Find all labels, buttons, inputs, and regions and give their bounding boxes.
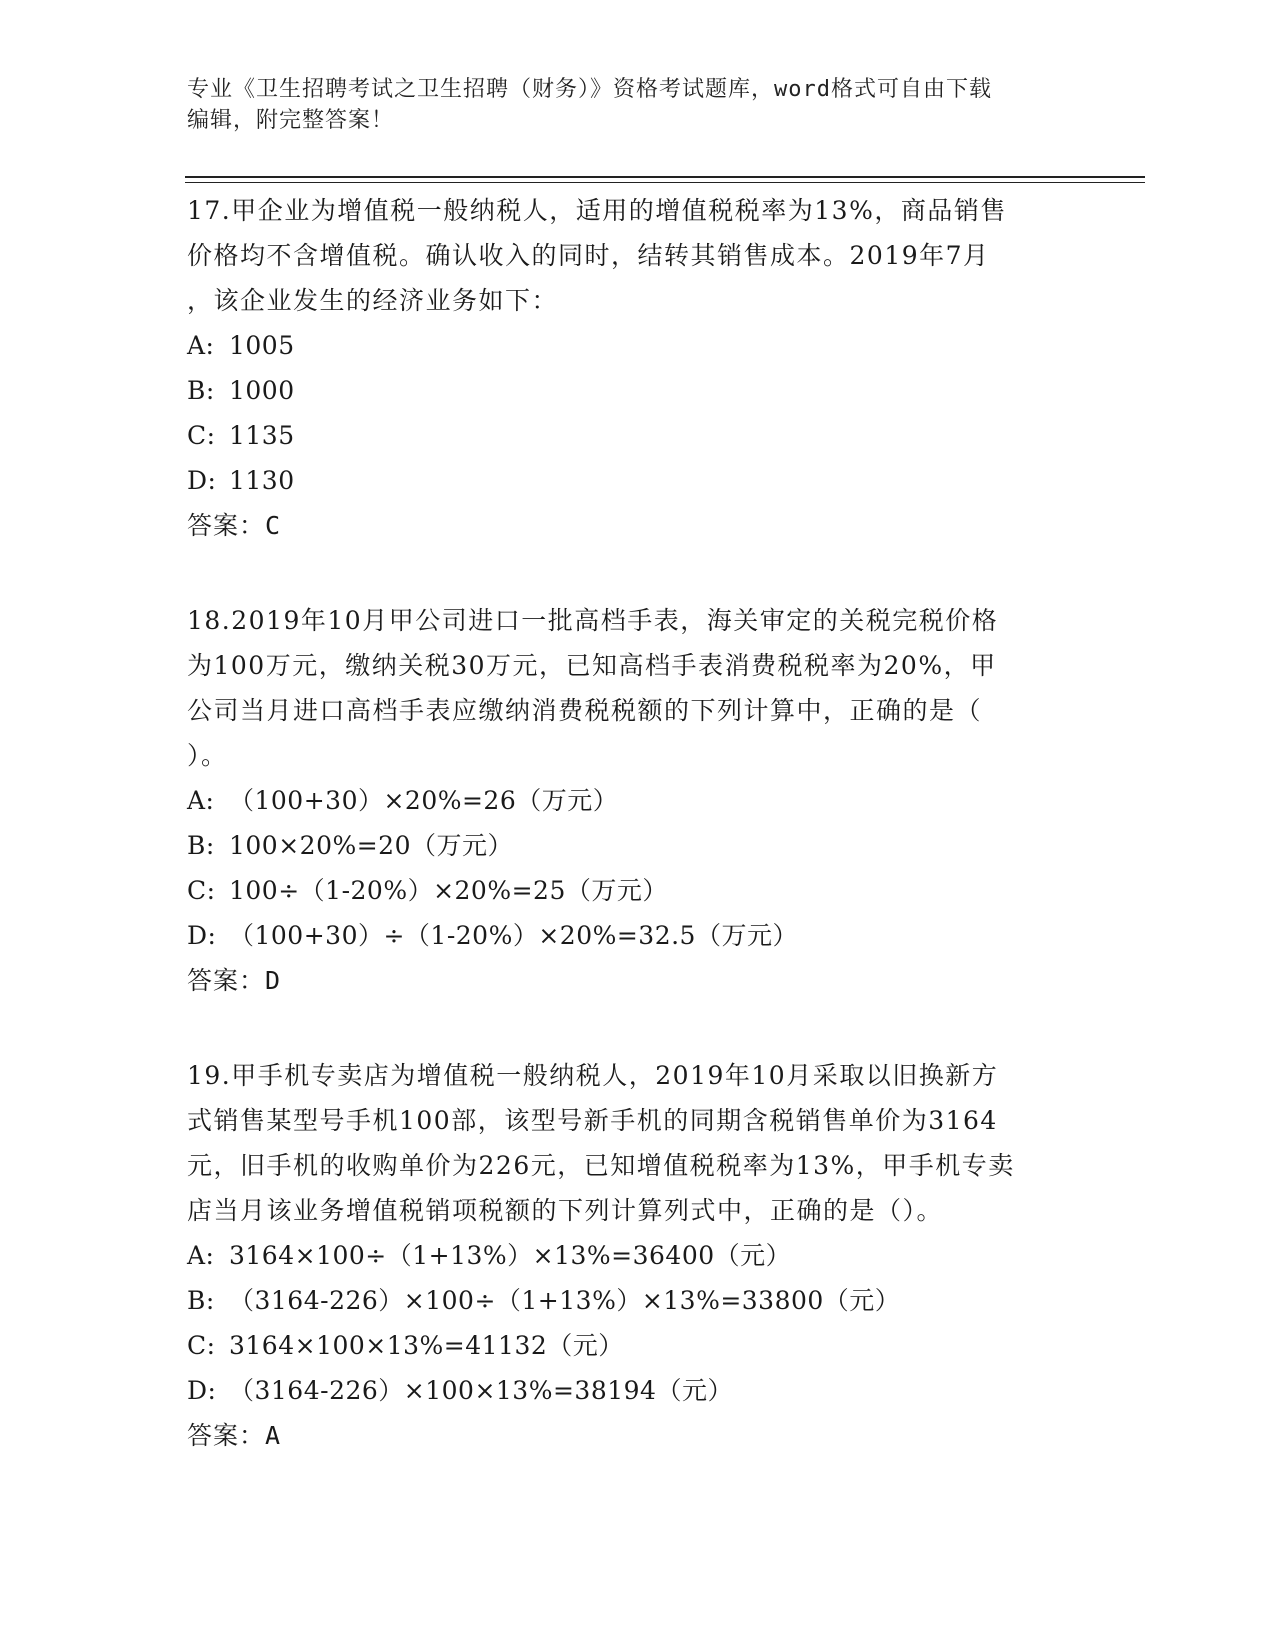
option-text: 100÷（1-20%）×20%=25（万元） [229,876,668,905]
option-letter: D: [187,466,217,495]
option-letter: B: [187,376,215,405]
option-c [187,413,1087,458]
option-text: 1130 [229,466,295,495]
option-text: （100+30）÷（1-20%）×20%=32.5（万元） [229,921,798,950]
question-text-line: 19.甲手机专卖店为增值税一般纳税人，2019年10月采取以旧换新方 [187,1061,999,1090]
question-text-line: 17.甲企业为增值税一般纳税人，适用的增值税税率为13%，商品销售 [187,196,1007,225]
question-text-line: ，该企业发生的经济业务如下： [187,286,559,315]
header-divider-thin [185,182,1145,183]
option-text: 3164×100×13%=41132（元） [229,1331,624,1360]
option-letter: B: [187,831,215,860]
question-text-line: 价格均不含增值税。确认收入的同时，结转其销售成本。2019年7月 [187,241,990,270]
question-text-line: ）。 [187,741,228,770]
question-19 [187,1053,1087,1458]
question-text-line: 元，旧手机的收购单价为226元，已知增值税税率为13%，甲手机专卖 [187,1151,1015,1180]
option-text: 3164×100÷（1+13%）×13%=36400（元） [229,1241,792,1270]
option-c [187,1323,1087,1368]
header-divider-thick [185,176,1145,178]
question-text-line: 公司当月进口高档手表应缴纳消费税税额的下列计算中，正确的是（ [187,696,983,725]
option-d [187,1368,1087,1413]
option-letter: B: [187,1286,215,1315]
header-line-2: 编辑，附完整答案！ [187,108,395,133]
question-text-line: 为100万元，缴纳关税30万元，已知高档手表消费税税率为20%，甲 [187,651,997,680]
option-text: （3164-226）×100÷（1+13%）×13%=33800（元） [229,1286,901,1315]
option-letter: C: [187,421,216,450]
option-d [187,913,1087,958]
option-letter: A: [187,331,215,360]
option-d [187,458,1087,503]
option-letter: C: [187,876,216,905]
answer: 答案：C [187,511,282,540]
option-letter: A: [187,1241,215,1270]
document-header [187,74,1087,136]
option-text: 1005 [229,331,295,360]
option-b [187,368,1087,413]
option-text: 100×20%=20（万元） [229,831,513,860]
option-letter: A: [187,786,215,815]
question-text-line: 18.2019年10月甲公司进口一批高档手表，海关审定的关税完税价格 [187,606,999,635]
option-text: 1000 [229,376,295,405]
question-18 [187,598,1087,1003]
answer: 答案：D [187,966,282,995]
option-letter: D: [187,1376,217,1405]
question-text-line: 式销售某型号手机100部，该型号新手机的同期含税销售单价为3164 [187,1106,998,1135]
header-line-1: 专业《卫生招聘考试之卫生招聘（财务）》资格考试题库，word格式可自由下载 [187,77,992,102]
answer: 答案：A [187,1421,282,1450]
option-c [187,868,1087,913]
option-a [187,1233,1087,1278]
option-text: （3164-226）×100×13%=38194（元） [229,1376,733,1405]
option-letter: C: [187,1331,216,1360]
option-letter: D: [187,921,217,950]
option-a [187,778,1087,823]
option-text: 1135 [229,421,295,450]
question-17 [187,188,1087,548]
option-text: （100+30）×20%=26（万元） [229,786,619,815]
option-b [187,823,1087,868]
question-text-line: 店当月该业务增值税销项税额的下列计算列式中，正确的是（）。 [187,1196,944,1225]
option-b [187,1278,1087,1323]
option-a [187,323,1087,368]
